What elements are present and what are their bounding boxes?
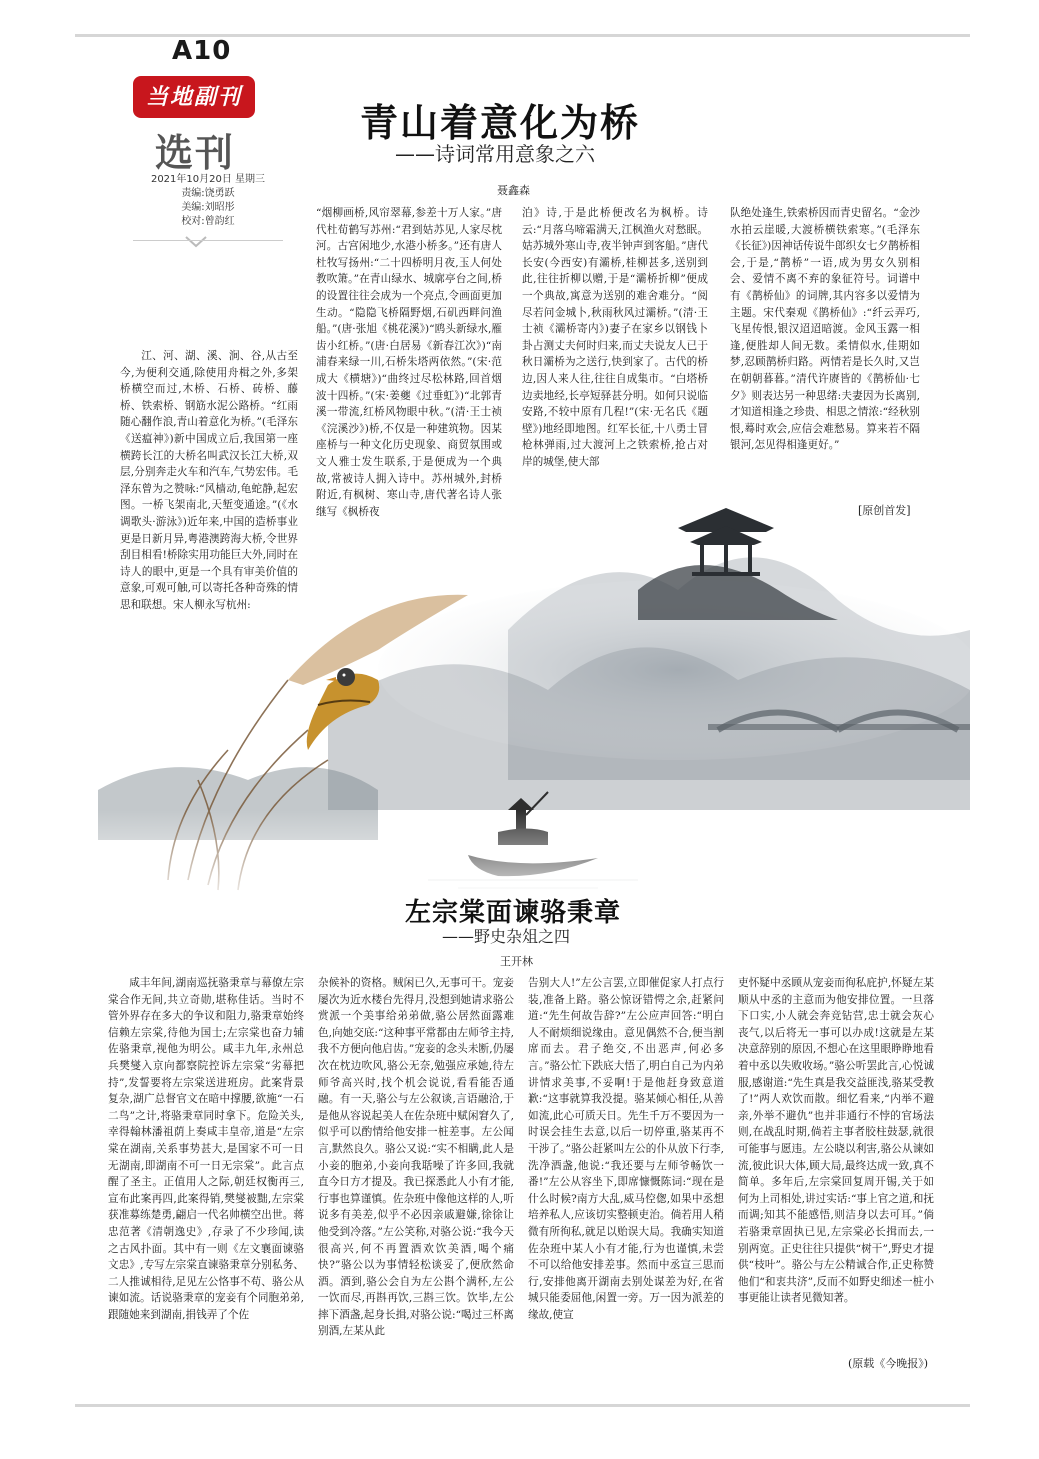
article1-column-1: 江、河、湖、溪、涧、谷,从古至今,为便利交通,除使用舟楫之外,多架桥横空而过,木桥、石桥、砖桥、藤桥、铁索桥、钢筋水泥公路桥。“红雨随心翻作浪,青山着意化为桥。”(毛泽东《送瘟神》)新中国成立后,我国第一座横跨长江的大桥名叫武汉长江大桥,双层,分别奔走火车和汽车,气势宏伟。毛泽东曾为之赞咏:“风樯动,龟蛇静,起宏图。一桥飞架南北,天堑变通途。”(《水调歌头·游泳》)近年来,中国的造桥事业更是日新月异,粤港澳跨海大桥,令世界刮目相看!桥除实用功能巨大外,同时在诗人的眼中,更是一个具有审美价值的意象,可观可触,可以寄托各种奇殊的情思和联想。宋人柳永写杭州: <box>120 350 298 611</box>
proofreader-credit: 校对:曾韵红 <box>181 216 235 227</box>
article2-column-2: 杂候补的资格。贼闲已久,无事可干。宠妾屡次为近水楼台先得月,没想到她请求骆公赏派一个美事给弟弟做,骆公居然面露难色,向她交底:“这种事平常都由左师爷主持,我不方便向他启齿。”宠妾的念头未断,仍屡次在枕边吹风,骆公无奈,勉强应承她,待左师爷高兴时,找个机会说说,看看能否通融。有一天,骆公与左公叙谈,言语融洽,于是他从容说起美人在佐杂班中赋闲窘久了,似乎可以酌情给他安排一桩差事。左公闻言,默然良久。骆公又说:“实不相瞒,此人是小妾的胞弟,小妾向我聒噪了许多回,我就直今日方才提及。我已探悉此人小有才能,行事也算谨慎。佐杂班中像他这样的人,听说多有美差,似乎不必因亲戚避嫌,徐徐让他受到冷落。”左公笑称,对骆公说:“我今天很高兴,何不再置酒欢饮美酒,喝个痛快?”骆公以为事情轻松谈妥了,便欣然命酒。酒到,骆公会自为左公斟个满杯,左公一饮而尽,再斟再饮,三斟三饮。饮毕,左公摔下酒盏,起身长揖,对骆公说:“喝过三杯离别酒,左某从此 <box>318 977 514 1338</box>
article1-author: 聂鑫森 <box>497 184 530 197</box>
art-editor-credit: 美编:刘昭彤 <box>181 202 235 213</box>
meta-divider <box>133 240 283 241</box>
article1-column-4: 队绝处逢生,铁索桥因而青史留名。“金沙水拍云崖暖,大渡桥横铁索寒。”(毛泽东《长征》)因神话传说牛郎织女七夕鹊桥相会,于是,“鹊桥”一语,成为男女久别相会、爱情不离不弃的象征符号。词谱中有《鹊桥仙》的词牌,其内容多以爱情为主题。宋代秦观《鹊桥仙》:“纤云弄巧,飞星传恨,银汉迢迢暗渡。金风玉露一相逢,便胜却人间无数。柔情似水,佳期如梦,忍顾鹊桥归路。两情若是长久时,又岂在朝朝暮暮。”清代许赓皆的《鹊桥仙·七夕》则表达另一种思绪:夫妻因为长离别,才知道相逢之珍贵、相思之情浓:“经秋别恨,蓦时欢会,应信会难愁易。算来若不隔银河,怎见得相逢更好。” <box>730 207 920 452</box>
article2-author: 王开林 <box>500 955 533 968</box>
article1-subtitle: ——诗词常用意象之六 <box>395 142 595 166</box>
ink-landscape-illustration <box>78 480 970 910</box>
section-title: 选刊 <box>155 130 236 175</box>
article2-column-3: 告别大人!”左公言罢,立即催促家人打点行装,准备上路。骆公惊讶错愕之余,赶紧问道:“先生何故告辞?”左公应声回答:“明白人不耐烦细说缘由。意见偶然不合,便当割席而去。君子绝交,不出恶声,何必多言。”骆公忙下跌底大悟了,明白自己为内弟讲情求美事,不妥啊!于是他赶身致意道歉:“这事就算我没提。骆某倾心相任,从善如流,此心可质天日。先生千万不要因为一时误会挂生去意,以后一切停重,骆某再不干涉了。”骆公赶紧叫左公的仆从放下行李,洗净酒盏,他说:“我还要与左师爷畅饮一番!”左公从容坐下,即席慷慨陈词:“现在是什么时候?南方大乱,威马倥偬,如果中丞想培养私人,应该切实整顿吏治。倘若用人稍微有所徇私,就足以贻误大局。我确实知道佐杂班中某人小有才能,行为也谨慎,未尝不可以给他安排差事。然而中丞宣三思而行,安排他离开湖南去别处谋差为好,在省城只能委屈他,闲置一旁。万一因为派差的缘故,使宣 <box>528 977 724 1321</box>
page-number: A10 <box>172 36 232 66</box>
brand-logo: 当地副刊 <box>133 76 255 118</box>
article2-column-1: 咸丰年间,湖南巡抚骆秉章与幕僚左宗棠合作无间,共立奇勋,堪称佳话。当时不管外界存在多大的争议和阻力,骆秉章始终信赖左宗棠,待他为国士;左宗棠也奋力辅佐骆秉章,视他为明公。咸丰九年,永州总兵樊燮入京向都察院控诉左宗棠“劣幕把持”,发誓要将左宗棠送进班房。此案背景复杂,湖广总督官文在暗中撑腰,欲施“一石二鸟”之计,将骆秉章同时拿下。危险关头,幸得翰林潘祖荫上奏咸丰皇帝,道是“左宗棠在湖南,关系事势甚大,是国家不可一日无湖南,即湖南不可一日无宗棠”。此言点醒了圣主。正值用人之际,朝廷权衡再三,宣布此案再四,此案得销,樊燮被黜,左宗棠获准募练楚勇,翩启一代名帅横空出世。蒋忠范著《清朝逸史》,存录了不少珍闻,读之古风扑面。其中有一则《左文襄面谏骆文忠》,专写左宗棠直谏骆秉章分别私务、二人推诚相待,足见左公恪事不苟、骆公从谏如流。话说骆秉章的宠妾有个同胞弟弟,跟随她来到湖南,捐钱弄了个佐 <box>108 977 304 1321</box>
article1-title: 青山着意化为桥 <box>360 101 641 145</box>
chevron-down-icon <box>185 236 207 248</box>
issue-date: 2021年10月20日 星期三 <box>150 174 266 185</box>
article2-column-4: 吏怀疑中丞顾从宠妾而徇私庇护,怀疑左某顺从中丞的主意而为他安排位置。一旦落下口实,小人就会奔竞钻营,忠士就会灰心丧气,以后将无一事可以办成!这就是左某决意辞别的原因,不想心在这里眼睁睁地看着中丞以失败收场。”骆公听罢此言,心悦诚服,感谢道:“先生真是我交益匪浅,骆某受教了!”两人欢饮而散。细忆看来,“内举不避亲,外举不避仇”也并非通行不悖的官场法则,在战乱时期,倘若主事者胶柱鼓瑟,就很可能事与愿违。左公晓以利害,骆公从谏如流,彼此识大体,顾大局,最终达成一致,真不简单。多年后,左宗棠回复周开锡,关于如何为上司相处,讲过实话:“事上官之道,和抚而调;知其不能感悟,则洁身以去可耳。”倘若骆秉章固执已见,左宗棠必长揖而去,一别两宽。正史往往只提供“树干”,野史才提供“枝叶”。骆公与左公精诚合作,正史称赞他们“和衷共济”,反而不如野史细述一桩小事更能让读者见微知著。 <box>738 977 934 1305</box>
article1-column-2: “烟柳画桥,风帘翠幕,参差十万人家。”唐代杜荀鹤写苏州:“君到姑苏见,人家尽枕河。古宫闲地少,水港小桥多。”还有唐人杜牧写扬州:“二十四桥明月夜,玉人何处教吹箫。”在青山绿水、城廓亭台之间,桥的设置往往会成为一个亮点,令画面更加生动。“隐隐飞桥隔野烟,石矶西畔问渔船。”(唐·张旭《桃花溪》)“鸥头新绿水,雁齿小红桥。”(唐·白居易《新春江次》)“南浦春来绿一川,石桥朱塔两依然。”(宋·范成大《横塘》)“曲终过尽松林路,回首烟波十四桥。”(宋·姜夔《过垂虹》)“北郭青溪一带流,红桥风物眼中秋。”(清·王士祯《浣溪沙》)桥,不仅是一种建筑物。因某座桥与一种文化历史现象、商贸氛围或文人雅士发生联系,于是便成为一个典故,常被诗人拥入诗中。苏州城外,封桥附近,有枫树、寒山寺,唐代著名诗人张继写《枫桥夜 <box>316 207 502 518</box>
article2-title: 左宗棠面谏骆秉章 <box>405 898 622 928</box>
bottom-rule <box>75 1404 970 1407</box>
article1-source-note: [原创首发] <box>858 504 911 517</box>
editor-credit: 责编:饶勇跃 <box>181 188 235 199</box>
article2-subtitle: ——野史杂俎之四 <box>442 927 571 946</box>
article2-source-note: (原载《今晚报》) <box>848 1357 929 1370</box>
article1-column-3: 泊》诗,于是此桥便改名为枫桥。诗云:“月落乌啼霜满天,江枫渔火对愁眠。姑苏城外寒山寺,夜半钟声到客船。”唐代长安(今西安)有灞桥,桂柳甚多,送别到此,往往折柳以赠,于是“灞桥折柳”便成一个典故,寓意为送别的难舍难分。“阅尽若问金城卜,秋雨秋风过灞桥。”(清·王士祯《灞桥寄内》)妻子在家乡以钢钱卜卦占测丈夫何时归来,而丈夫说友人已于秋日灞桥为之送行,快到家了。古代的桥边,因人来人往,往往自成集市。“白塔桥边卖地经,长亭短驿甚分明。如何只说临安路,不较中原有几程!”(宋·无名氏《题壁》)地经即地图。红军长征,十八勇士冒枪林弹雨,过大渡河上之铁索桥,抢占对岸的城堡,使大部 <box>522 207 708 468</box>
